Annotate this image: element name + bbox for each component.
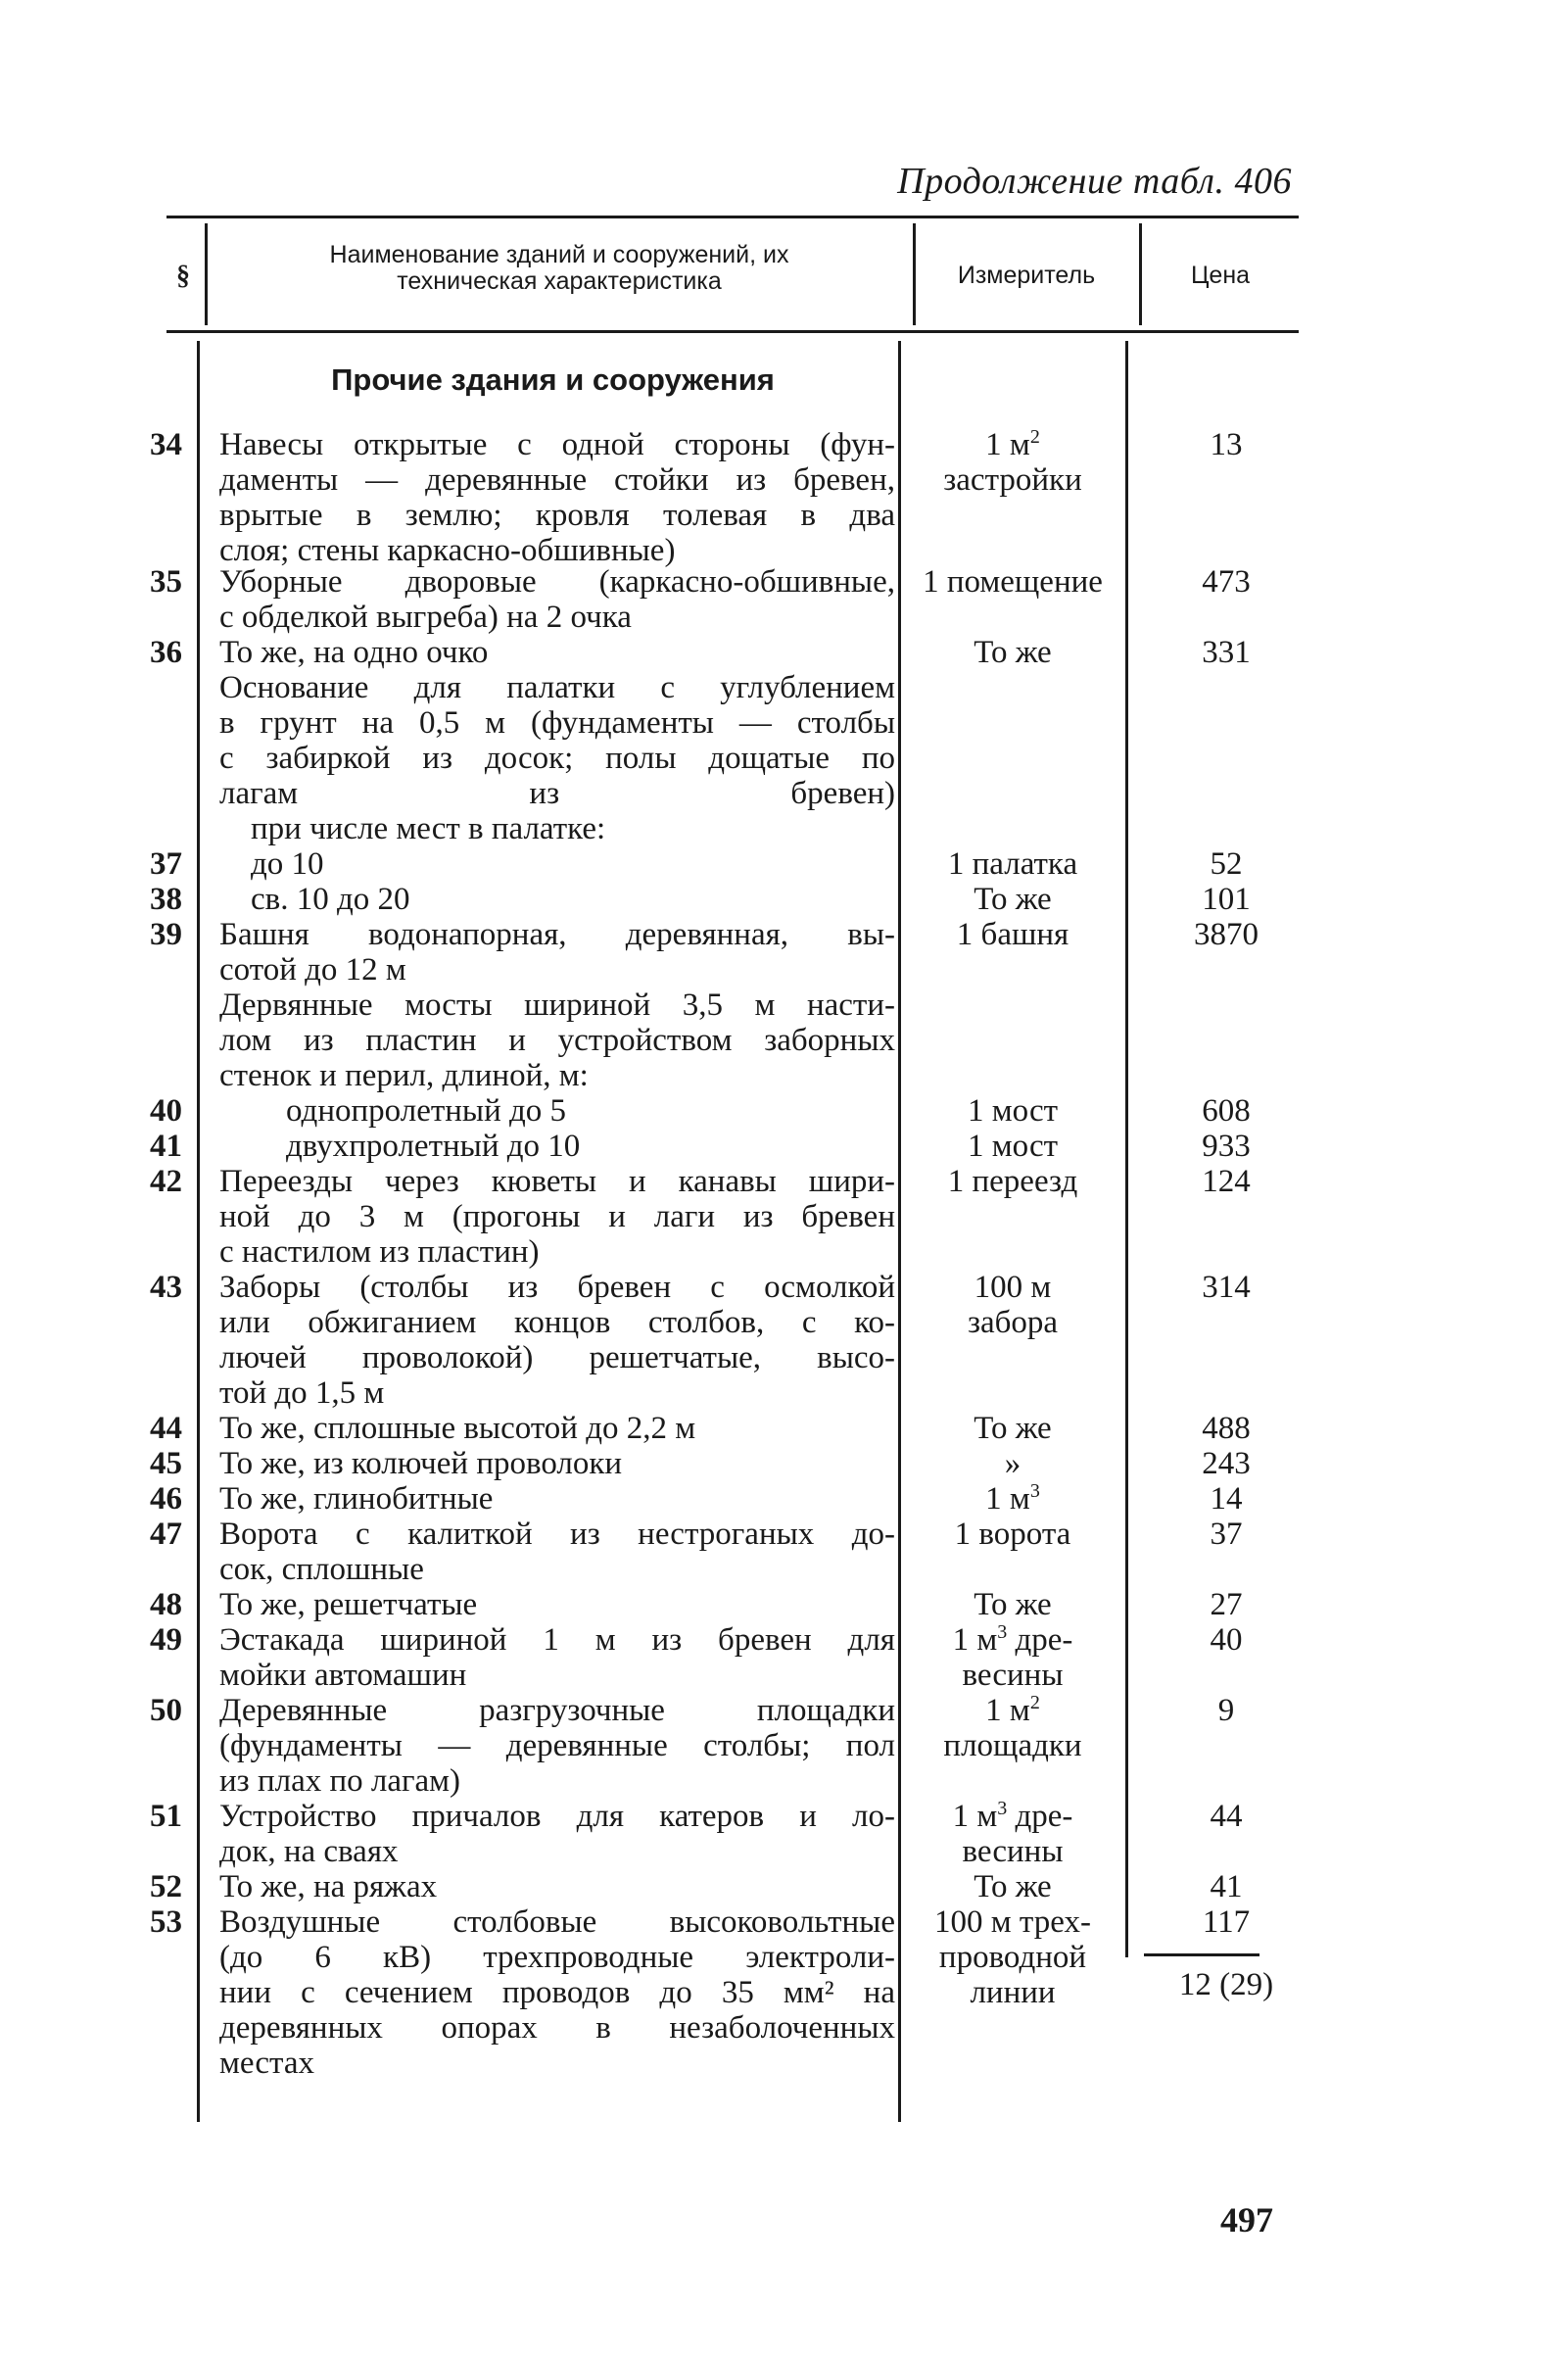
row-price: 117 bbox=[1202, 1904, 1251, 1940]
description-line: Устройство причалов для катеров и ло- bbox=[219, 1799, 895, 1834]
row-price: 41 bbox=[1210, 1869, 1243, 1904]
row-unit: То же bbox=[974, 1587, 1052, 1622]
description-line: лагам из бревен) bbox=[219, 776, 895, 811]
row-unit: То же bbox=[974, 635, 1052, 670]
row-number: 43 bbox=[150, 1270, 182, 1305]
description-line: двухпролетный до 10 bbox=[286, 1129, 581, 1164]
description-line: с обделкой выгреба) на 2 очка bbox=[219, 600, 632, 635]
description-line: Воздушные столбовые высоковольтные bbox=[219, 1904, 895, 1940]
description-line: стенок и перил, длиной, м: bbox=[219, 1058, 589, 1093]
description-line: той до 1,5 м bbox=[219, 1375, 385, 1411]
row-description bbox=[219, 917, 895, 987]
description-line: Переезды через кюветы и канавы шири- bbox=[219, 1164, 895, 1199]
row-unit: 1 помещение bbox=[923, 564, 1103, 600]
row-number: 48 bbox=[150, 1587, 182, 1622]
row-price: 933 bbox=[1202, 1129, 1251, 1164]
row-description bbox=[219, 1129, 895, 1164]
row-description bbox=[219, 564, 895, 635]
description-line: слоя; стены каркасно-обшивные) bbox=[219, 533, 676, 568]
row-price: 473 bbox=[1202, 564, 1251, 600]
row-price: 314 bbox=[1202, 1270, 1251, 1305]
row-description bbox=[219, 427, 895, 568]
row-description bbox=[219, 1799, 895, 1869]
description-line: (фундаменты — деревянные столбы; пол bbox=[219, 1728, 895, 1763]
row-price: 27 bbox=[1210, 1587, 1243, 1622]
row-price: 14 bbox=[1210, 1481, 1243, 1517]
row-description bbox=[219, 1270, 895, 1411]
row-price: 608 bbox=[1202, 1093, 1251, 1129]
description-line: Дервянные мосты шириной 3,5 м насти- bbox=[219, 987, 895, 1023]
row-description bbox=[219, 1587, 895, 1622]
description-line: Башня водонапорная, деревянная, вы- bbox=[219, 917, 895, 952]
row-unit: 1 мост bbox=[967, 1129, 1059, 1164]
description-line: до 10 bbox=[251, 846, 324, 882]
row-number: 45 bbox=[150, 1446, 182, 1481]
row-unit: То же bbox=[974, 1411, 1052, 1446]
description-line: док, на сваях bbox=[219, 1834, 399, 1869]
row-price: 3870 bbox=[1194, 917, 1259, 952]
continuation-title: Продолжение табл. 406 bbox=[897, 161, 1292, 202]
row-description bbox=[219, 670, 895, 846]
row-price: 101 bbox=[1202, 882, 1251, 917]
description-line: деревянных опорах в незаболоченных bbox=[219, 2010, 895, 2046]
description-line: Эстакада шириной 1 м из бревен для bbox=[219, 1622, 895, 1658]
row-description bbox=[219, 846, 895, 882]
description-line: То же, на ряжах bbox=[219, 1869, 438, 1904]
row-description bbox=[219, 1904, 895, 2081]
description-line: ной до 3 м (прогоны и лаги из бревен bbox=[219, 1199, 895, 1234]
row-number: 41 bbox=[150, 1129, 182, 1164]
row-number: 46 bbox=[150, 1481, 182, 1517]
header-name: Наименование зданий и сооружений, их техническая характеристика bbox=[329, 241, 789, 295]
row-number: 34 bbox=[150, 427, 182, 462]
row-description bbox=[219, 1411, 895, 1446]
description-line: лючей проволокой) решетчатые, высо- bbox=[219, 1340, 895, 1375]
row-description bbox=[219, 1517, 895, 1587]
row-description bbox=[219, 882, 895, 917]
unit-exponent: 3 bbox=[997, 1798, 1008, 1819]
unit-exponent: 2 bbox=[1029, 426, 1040, 448]
description-line: Уборные дворовые (каркасно-обшивные, bbox=[219, 564, 895, 600]
table-top-rule bbox=[166, 216, 1299, 218]
row-number: 51 bbox=[150, 1799, 182, 1834]
row-description bbox=[219, 1164, 895, 1270]
row-description bbox=[219, 1622, 895, 1693]
row-number: 44 bbox=[150, 1411, 182, 1446]
header-paragraph: § bbox=[176, 261, 190, 291]
description-line: при числе мест в палатке: bbox=[251, 811, 606, 846]
row-number: 53 bbox=[150, 1904, 182, 1940]
row-unit: 1 башня bbox=[956, 917, 1069, 952]
header-unit: Измеритель bbox=[957, 262, 1096, 289]
row-unit: 100 м трех- проводной линии bbox=[934, 1904, 1091, 2010]
description-line: То же, из колючей проволоки bbox=[219, 1446, 623, 1481]
row-price: 243 bbox=[1202, 1446, 1251, 1481]
row-price: 52 bbox=[1210, 846, 1243, 882]
row-number: 47 bbox=[150, 1517, 182, 1552]
description-line: Ворота с калиткой из нестроганых до- bbox=[219, 1517, 895, 1552]
row-unit: 1 мост bbox=[967, 1093, 1059, 1129]
unit-exponent: 3 bbox=[997, 1621, 1008, 1643]
description-line: местах bbox=[219, 2046, 314, 2081]
row-description bbox=[219, 1693, 895, 1799]
description-line: врытые в землю; кровля толевая в два bbox=[219, 498, 895, 533]
row-price-secondary: 12 (29) bbox=[1178, 1967, 1274, 2002]
row-price: 9 bbox=[1217, 1693, 1235, 1728]
description-line: или обжиганием концов столбов, с ко- bbox=[219, 1305, 895, 1340]
description-line: лом из пластин и устройством заборных bbox=[219, 1023, 895, 1058]
description-line: в грунт на 0,5 м (фундаменты — столбы bbox=[219, 705, 895, 741]
row-unit: 1 палатка bbox=[947, 846, 1078, 882]
section-title: Прочие здания и сооружения bbox=[331, 362, 775, 397]
row-unit: 1 ворота bbox=[954, 1517, 1071, 1552]
row-unit: » bbox=[1004, 1446, 1022, 1481]
description-line: даменты — деревянные стойки из бревен, bbox=[219, 462, 895, 498]
description-line: мойки автомашин bbox=[219, 1658, 467, 1693]
row-number: 38 bbox=[150, 882, 182, 917]
row-number: 40 bbox=[150, 1093, 182, 1129]
description-line: св. 10 до 20 bbox=[251, 882, 410, 917]
fraction-rule bbox=[1144, 1953, 1259, 1956]
row-unit: 1 $м^3$ дре- весины bbox=[952, 1798, 1073, 1869]
row-price: 124 bbox=[1202, 1164, 1251, 1199]
table-header-rule bbox=[166, 330, 1299, 333]
row-price: 40 bbox=[1210, 1622, 1243, 1658]
row-unit: То же bbox=[974, 882, 1052, 917]
column-divider bbox=[197, 341, 200, 2122]
description-line: однопролетный до 5 bbox=[286, 1093, 567, 1129]
description-line: с настилом из пластин) bbox=[219, 1234, 540, 1270]
row-description bbox=[219, 987, 895, 1093]
row-number: 39 bbox=[150, 917, 182, 952]
row-description bbox=[219, 1093, 895, 1129]
row-number: 50 bbox=[150, 1693, 182, 1728]
description-line: То же, сплошные высотой до 2,2 м bbox=[219, 1411, 696, 1446]
description-line: То же, глинобитные bbox=[219, 1481, 494, 1517]
row-description bbox=[219, 1869, 895, 1904]
row-unit: То же bbox=[974, 1869, 1052, 1904]
unit-exponent: 3 bbox=[1029, 1480, 1040, 1502]
row-number: 36 bbox=[150, 635, 182, 670]
header-price: Цена bbox=[1190, 262, 1251, 289]
description-line: сотой до 12 м bbox=[219, 952, 406, 987]
description-line: (до 6 кВ) трехпроводные электроли- bbox=[219, 1940, 895, 1975]
description-line: Основание для палатки с углублением bbox=[219, 670, 895, 705]
page-number: 497 bbox=[1220, 2200, 1273, 2240]
row-number: 37 bbox=[150, 846, 182, 882]
row-unit: 1 $м^2$ площадки bbox=[943, 1692, 1082, 1763]
description-line: Навесы открытые с одной стороны (фун- bbox=[219, 427, 895, 462]
description-line: Заборы (столбы из бревен с осмолкой bbox=[219, 1270, 895, 1305]
row-description bbox=[219, 1481, 895, 1517]
row-number: 49 bbox=[150, 1622, 182, 1658]
row-unit: 100 м забора bbox=[967, 1270, 1059, 1340]
row-unit: 1 переезд bbox=[947, 1164, 1078, 1199]
row-description bbox=[219, 635, 895, 670]
description-line: То же, на одно очко bbox=[219, 635, 489, 670]
row-price: 488 bbox=[1202, 1411, 1251, 1446]
row-price: 44 bbox=[1210, 1799, 1243, 1834]
row-unit: 1 $м^3$ дре- весины bbox=[952, 1621, 1073, 1693]
row-number: 42 bbox=[150, 1164, 182, 1199]
unit-exponent: 2 bbox=[1029, 1692, 1040, 1713]
description-line: из плах по лагам) bbox=[219, 1763, 461, 1799]
row-description bbox=[219, 1446, 895, 1481]
description-line: Деревянные разгрузочные площадки bbox=[219, 1693, 895, 1728]
description-line: сок, сплошные bbox=[219, 1552, 424, 1587]
row-unit: 1 $м^2$ застройки bbox=[943, 426, 1082, 498]
description-line: с забиркой из досок; полы дощатые по bbox=[219, 741, 895, 776]
row-number: 35 bbox=[150, 564, 182, 600]
description-line: нии с сечением проводов до 35 мм² на bbox=[219, 1975, 895, 2010]
row-price: 331 bbox=[1202, 635, 1251, 670]
row-number: 52 bbox=[150, 1869, 182, 1904]
description-line: То же, решетчатые bbox=[219, 1587, 478, 1622]
row-price: 13 bbox=[1210, 427, 1243, 462]
row-unit: 1 $м^3$ bbox=[985, 1480, 1040, 1517]
row-price: 37 bbox=[1210, 1517, 1243, 1552]
